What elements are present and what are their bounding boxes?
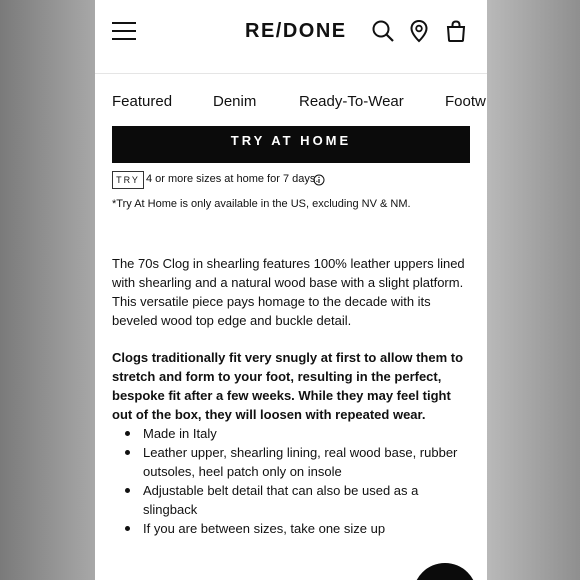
bullet-dot [125,431,130,436]
bullet-dot [125,526,130,531]
list-item [112,481,474,519]
nav-item-footwear[interactable]: Footw [445,93,486,110]
nav-item-featured[interactable]: Featured [112,93,173,110]
category-nav [95,73,487,125]
info-icon[interactable] [313,174,325,186]
photo-background-right [487,0,580,580]
bullet-dot [125,488,130,493]
product-description: The 70s Clog in shearling features 100% leather uppers lined with shearling and a natural wood base with a slight platform. This versatile piece pays homage to the decade with its beveled wood top edge and buckle detail. [112,256,465,328]
try-at-home-button[interactable]: TRY AT HOME [112,126,470,163]
detail-text: If you are between sizes, take one size up [143,521,386,536]
site-header [95,0,487,74]
brand-logo[interactable]: RE/DONE [245,20,347,42]
hamburger-icon[interactable] [112,22,136,40]
try-badge: TRY [112,171,144,189]
list-item [112,443,474,481]
nav-item-ready-to-wear[interactable]: Ready-To-Wear [299,93,404,110]
bullet-dot [125,450,130,455]
photo-background-left [0,0,95,580]
list-item [112,424,474,443]
search-icon[interactable] [371,19,395,43]
try-at-home-note: *Try At Home is only available in the US, excluding NV & NM. [112,198,411,210]
nav-item-denim[interactable]: Denim [213,93,257,110]
fit-note: Clogs traditionally fit very snugly at first to allow them to stretch and form to your foot, resulting in the perfect, bespoke fit after a few weeks. While they may feel tight out of the box, they will loosen with repeated wear. [112,350,464,422]
try-at-home-text: 4 or more sizes at home for 7 days. [146,173,319,185]
phone-screen [95,0,487,580]
detail-text: Made in Italy [143,426,217,441]
detail-text: Adjustable belt detail that can also be used as a slingback [143,483,419,517]
list-item [112,519,474,538]
detail-text: Leather upper, shearling lining, real wood base, rubber outsoles, heel patch only on insole [143,445,458,479]
chat-icon[interactable] [413,563,477,580]
location-pin-icon[interactable] [407,19,431,43]
shopping-bag-icon[interactable] [444,19,468,43]
product-details-list [112,424,474,538]
